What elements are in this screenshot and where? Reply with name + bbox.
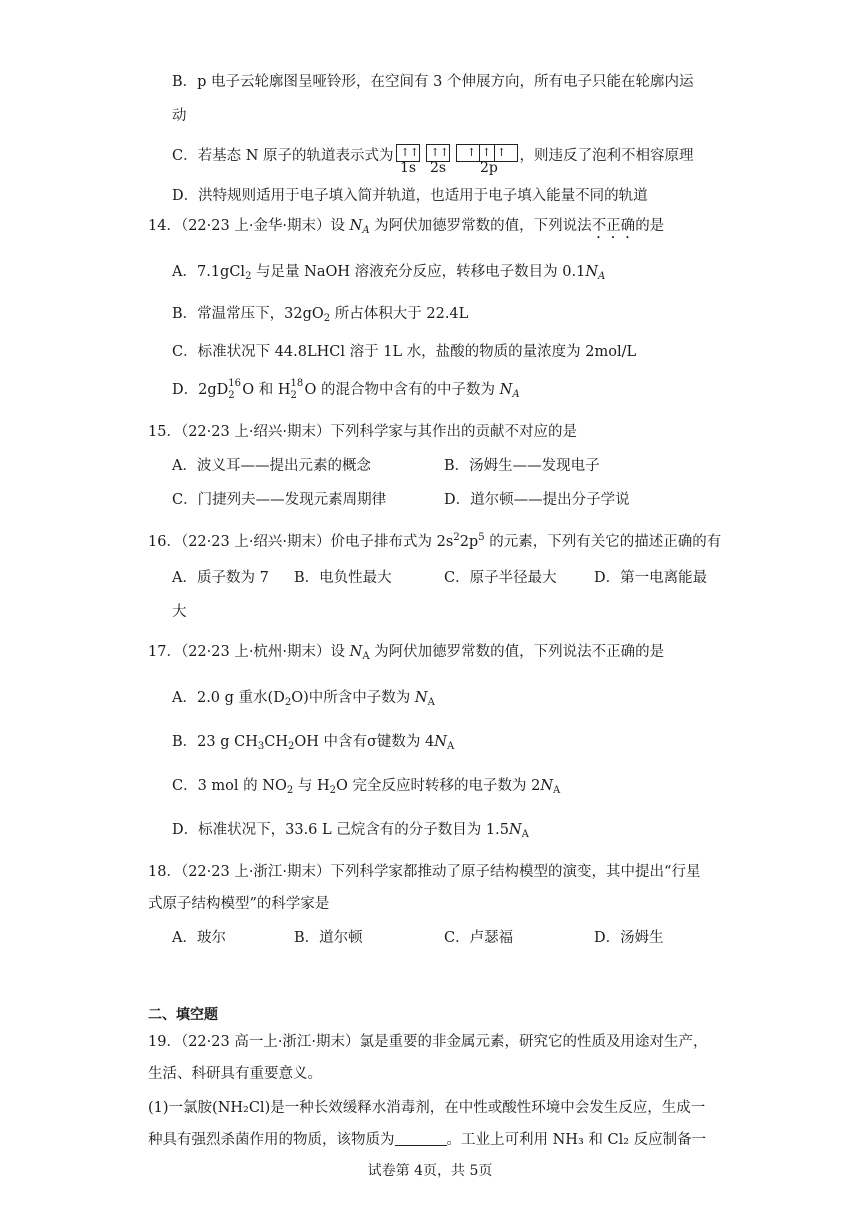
q14-stem: 14．（22·23 上·金华·期末）设 $N_A$ 为阿伏加德罗常数的值，下列说法不正确的是 — [148, 218, 665, 236]
q17-option-b: B．23 g $CH_3CH_2OH$ 中含有σ键数为 $4N_A$ — [172, 734, 455, 752]
orbital-label-2s: 2s — [430, 160, 447, 176]
answer-blank[interactable] — [395, 1131, 447, 1146]
q17-option-a: A．2.0 g 重水$(D_2O)$中所含中子数为 $N_A$ — [172, 690, 435, 708]
q14-option-a: A．7.1gCl$_2$ 与足量 NaOH 溶液充分反应，转移电子数目为 $0.1N_A$ — [172, 264, 606, 282]
q15-option-b: B．汤姆生——发现电子 — [444, 458, 600, 474]
q16-option-d-cont: 大 — [172, 604, 187, 620]
q18-option-a: A．玻尔 — [172, 930, 226, 946]
q16-option-b: B．电负性最大 — [294, 570, 392, 586]
page-footer: 试卷第 4页，共 5页 — [367, 1163, 493, 1179]
q15-option-c: C．门捷列夫——发现元素周期律 — [172, 492, 387, 508]
q16-option-d: D．第一电离能最 — [594, 570, 708, 586]
q14-option-d: D．2gD 2 16 O 和 H 2 18 O 的混合物中含有的中子数为 $N_A$ — [172, 378, 520, 401]
orbital-box-2p: ↑ ↑ ↑ — [456, 144, 518, 162]
q16-option-a: A．质子数为 7 — [172, 570, 269, 586]
orbital-box-2s: ↑↑ — [426, 144, 450, 162]
q19-line2: 生活、科研具有重要意义。 — [148, 1066, 322, 1082]
q14-option-c: C．标准状况下 44.8LHCl 溶于 1L 水，盐酸的物质的量浓度为 2mol/L — [172, 344, 637, 360]
q13-option-d: D．洪特规则适用于电子填入简并轨道，也适用于电子填入能量不同的轨道 — [172, 188, 648, 204]
q15-option-a: A．波义耳——提出元素的概念 — [172, 458, 371, 474]
q15-stem: 15．（22·23 上·绍兴·期末）下列科学家与其作出的贡献不对应的是 — [148, 424, 578, 440]
orbital-label-2p: 2p — [480, 160, 498, 176]
q15-option-d: D．道尔顿——提出分子学说 — [444, 492, 630, 508]
q13-option-b-line2: 动 — [172, 108, 187, 124]
orbital-box-1s: ↑↑ — [396, 144, 420, 162]
orbital-label-1s: 1s — [400, 160, 417, 176]
q16-stem: 16．（22·23 上·绍兴·期末）价电子排布式为 $2s^22p^5$ 的元素，下列有关它的描述正确的有 — [148, 532, 722, 550]
q19-line4: 种具有强烈杀菌作用的物质，该物质为 。工业上可利用 NH₃ 和 Cl₂ 反应制备一 — [148, 1132, 707, 1148]
q13-option-b-line1: B．p 电子云轮廓图呈哑铃形，在空间有 3 个伸展方向，所有电子只能在轮廓内运 — [172, 74, 694, 90]
q13-option-c: C．若基态 N 原子的轨道表示式为 ↑↑ ↑↑ ↑ ↑ ↑ ，则违反了泡利不相容原理 — [172, 146, 694, 164]
q18-option-d: D．汤姆生 — [594, 930, 664, 946]
q17-stem: 17．（22·23 上·杭州·期末）设 $N_A$ 为阿伏加德罗常数的值，下列说法不正确的是 — [148, 644, 665, 662]
q18-option-c: C．卢瑟福 — [444, 930, 514, 946]
q17-option-d: D．标准状况下，33.6 L 己烷含有的分子数目为 $1.5N_A$ — [172, 822, 529, 840]
section-heading: 二、填空题 — [148, 1007, 218, 1023]
q19-line1: 19．（22·23 高一上·浙江·期末）氯是重要的非金属元素，研究它的性质及用途对生产， — [148, 1034, 708, 1050]
q14-option-b: B．常温常压下，$32gO_2$ 所占体积大于 22.4L — [172, 306, 469, 324]
q17-option-c: C．3 mol 的 $NO_2$ 与 $H_2O$ 完全反应时转移的电子数为 $2N_A$ — [172, 778, 561, 796]
q18-stem-line2: 式原子结构模型”的科学家是 — [148, 896, 330, 912]
q18-stem-line1: 18．（22·23 上·浙江·期末）下列科学家都推动了原子结构模型的演变，其中提出“行星 — [148, 864, 701, 880]
emphasis-text: 不正确 — [591, 218, 636, 234]
q16-option-c: C．原子半径最大 — [444, 570, 557, 586]
q18-option-b: B．道尔顿 — [294, 930, 363, 946]
q19-line3: (1)一氯胺(NH₂Cl)是一种长效缓释水消毒剂，在中性或酸性环境中会发生反应，生成一 — [148, 1100, 706, 1116]
